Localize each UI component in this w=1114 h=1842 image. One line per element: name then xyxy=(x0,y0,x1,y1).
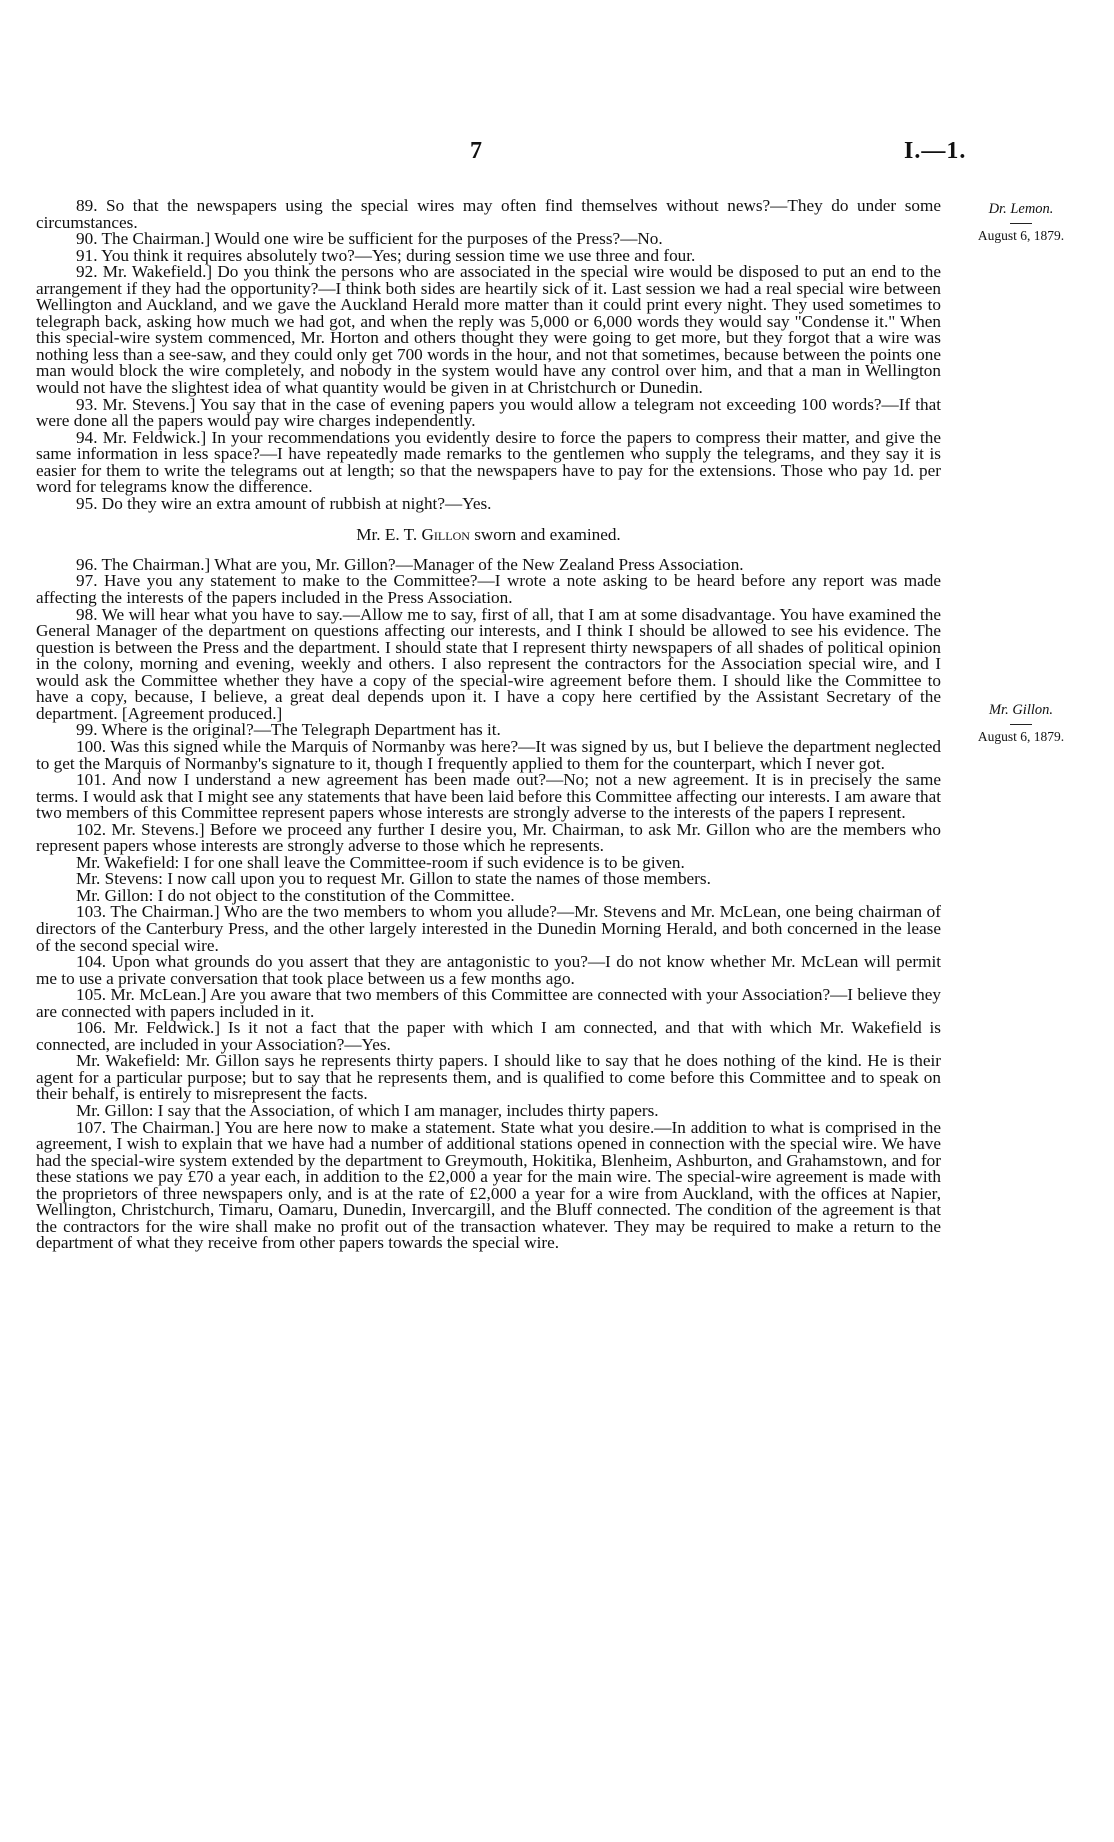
page-number: 7 xyxy=(470,138,482,164)
paragraph: 94. Mr. Feldwick.] In your recommendations you evidently desire to force the papers to compress their matter, and give the same information in less space?—I have repeatedly made remarks to the gentlemen who supply the telegrams, and they say it is easier for them to write the telegrams out at length; so that the newspapers have to pay for the extensions. Those who pay 1d. per word for telegrams know the difference. xyxy=(36,427,941,497)
paragraph: 98. We will hear what you have to say.—Allow me to say, first of all, that I am at some disadvantage. You have examined the General Manager of the department on questions affecting our interests, and I think I should be allowed to see his evidence. The question is between the Press and the department. I should state that I represent thirty newspapers of all shades of political opinion in the colony, morning and evening, weekly and others. I also represent the contractors for the Association special wire, and I would ask the Committee whether they have a copy of the special-wire agreement before them. I should like the Committee to have a copy, because, I believe, a great deal depends upon it. I have a copy here certified by the Assistant Secretary of the department. [Agreement produced.] xyxy=(36,604,941,723)
paragraph: 95. Do they wire an extra amount of rubbish at night?—Yes. xyxy=(76,493,492,513)
paragraph: 93. Mr. Stevens.] You say that in the case of evening papers you would allow a telegram not exceeding 100 words?—If that were done all the papers would pay wire charges independently. xyxy=(36,394,941,431)
paragraph: 99. Where is the original?—The Telegraph Department has it. xyxy=(76,720,501,740)
margin-note-divider xyxy=(1010,223,1032,224)
paragraph: Mr. Stevens: I now call upon you to request Mr. Gillon to state the names of those members. xyxy=(76,869,711,889)
paragraph: Mr. Wakefield: Mr. Gillon says he represents thirty papers. I should like to say that he does nothing of the kind. He is their agent for a particular purpose; but to say that he represents them, and is qualified to come before this Committee and to speak on their behalf, is entirely to misrepresent the facts. xyxy=(36,1051,941,1104)
paragraph: 103. The Chairman.] Who are the two members to whom you allude?—Mr. Stevens and Mr. McLean, one being chairman of directors of the Canterbury Press, and the other largely interested in the Dunedin Morning Herald, and both concerned in the lease of the second special wire. xyxy=(36,902,941,955)
margin-note-divider xyxy=(1010,724,1032,725)
margin-note-date: August 6, 1879. xyxy=(977,228,1065,243)
paragraph: 100. Was this signed while the Marquis of Normanby was here?—It was signed by us, but I believe the department neglected to get the Marquis of Normanby's signature to it, though I frequently applied to them for the counterpart, which I never got. xyxy=(36,736,941,773)
margin-note-witness-1 xyxy=(956,201,1086,244)
margin-note-witness-2 xyxy=(956,702,1086,745)
heading-suffix: sworn and examined. xyxy=(469,525,621,545)
paragraph: 97. Have you any statement to make to the Committee?—I wrote a note asking to be heard before any report was made affecting the interests of the papers included in the Press Association. xyxy=(36,571,941,608)
margin-note-date: August 6, 1879. xyxy=(977,729,1065,744)
paragraph: 90. The Chairman.] Would one wire be sufficient for the purposes of the Press?—No. xyxy=(76,229,663,249)
paragraph: 91. You think it requires absolutely two?—Yes; during session time we use three and four. xyxy=(76,245,696,265)
paragraph: 104. Upon what grounds do you assert that they are antagonistic to you?—I do not know whether Mr. McLean will permit me to use a private conversation that took place between us a few months ago. xyxy=(36,952,941,988)
paragraph: 105. Mr. McLean.] Are you aware that two members of this Committee are connected with your Association?—I believe they are connected with papers included in it. xyxy=(36,985,941,1021)
evidence-text xyxy=(36,198,941,1252)
paragraph: 101. And now I understand a new agreement has been made out?—No; not a new agreement. It is in precisely the same terms. I would ask that I might see any statements that have been laid before this Committee affecting our interests. I am aware that two members of this Committee represent papers whose interests are strongly adverse to the interests of the papers I represent. xyxy=(36,770,941,823)
paragraph: 102. Mr. Stevens.] Before we proceed any further I desire you, Mr. Chairman, to ask Mr. Gillon who are the members who represent papers whose interests are strongly adverse to those which he represents. xyxy=(36,819,941,856)
paragraph: 92. Mr. Wakefield.] Do you think the persons who are associated in the special wire would be disposed to put an end to the arrangement if they had the opportunity?—I think both sides are heartily sick of it. Last session we had a real special wire between Wellington and Auckland, and we gave the Auckland Herald more matter than it could print every night. They used sometimes to telegraph back, asking how much we had got, and when the reply was 5,000 or 6,000 words they would say "Condense it." When this special-wire system commenced, Mr. Horton and others thought they were going to get more, but they forgot that a wire was nothing less than a see-saw, and they could only get 700 words in the hour, and not that sometimes, because between the points one man would block the wire completely, and nobody in the system would have any control over him, and that a man in Wellington would not have the slightest idea of what quantity would be given in at Christchurch or Dunedin. xyxy=(36,262,941,398)
paragraph: 96. The Chairman.] What are you, Mr. Gillon?—Manager of the New Zealand Press Association. xyxy=(76,554,744,574)
paragraph: Mr. Wakefield: I for one shall leave the Committee-room if such evidence is to be given. xyxy=(76,852,685,872)
paragraph: 89. So that the newspapers using the special wires may often find themselves without news?—They do under some circumstances. xyxy=(36,196,941,232)
paragraph: Mr. Gillon: I say that the Association, of which I am manager, includes thirty papers. xyxy=(76,1100,659,1120)
paragraph: Mr. Gillon: I do not object to the constitution of the Committee. xyxy=(76,885,515,905)
margin-note-name: Mr. Gillon. xyxy=(988,702,1054,718)
document-reference: I.—1. xyxy=(904,138,967,164)
witness-heading xyxy=(36,527,941,544)
paragraph: 106. Mr. Feldwick.] Is it not a fact that the paper with which I am connected, and that with which Mr. Wakefield is connected, are included in your Association?—Yes. xyxy=(36,1018,941,1054)
paragraph: 107. The Chairman.] You are here now to make a statement. State what you desire.—In addition to what is comprised in the agreement, I wish to explain that we have had a number of additional stations opened in connection with the special wire. We have had the special-wire system extended by the department to Greymouth, Hokitika, Blenheim, Ashburton, and Grahamstown, and for these stations we pay £70 a year each, in addition to the £2,000 a year for the main wire. The special-wire agreement is made with the proprietors of three newspapers only, and is at the rate of £2,000 a year for a wire from Auckland, with the offices at Napier, Wellington, Christchurch, Timaru, Oamaru, Dunedin, Invercargill, and the Bluff connected. The condition of the agreement is that the contractors for the wire shall make no profit out of the transaction whatever. They may be required to make a return to the department of what they receive from other papers towards the special wire. xyxy=(36,1117,941,1253)
margin-note-name: Dr. Lemon. xyxy=(988,201,1054,217)
heading-witness-name: Gillon xyxy=(421,525,470,545)
heading-prefix: Mr. E. T. xyxy=(356,525,422,545)
